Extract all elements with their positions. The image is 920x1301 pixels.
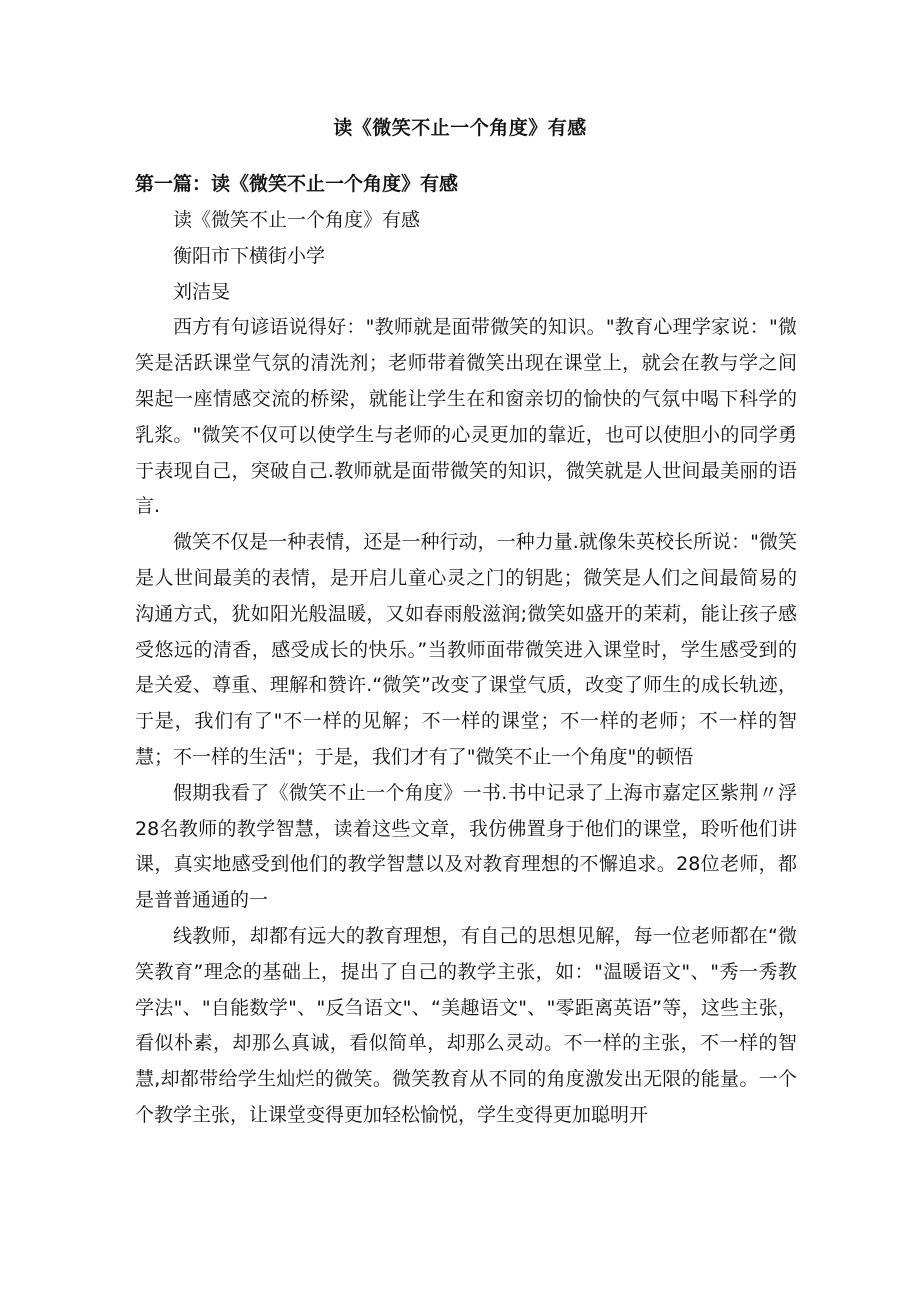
body-paragraph-school: 衡阳市下横街小学: [173, 244, 326, 267]
body-paragraph: 假期我看了《微笑不止一个角度》一书.书中记录了上海市嘉定区紫荆〃浮28名教师的教学智慧，读着这些文章，我仿佛置身于他们的课堂，聆听他们讲课，真实地感受到他们的教学智慧以及对教育理想的不懈追求。28位老师，都是普普通通的一: [135, 781, 797, 912]
section-heading: 第一篇：读《微笑不止一个角度》有感: [135, 173, 459, 195]
body-paragraph-subtitle: 读《微笑不止一个角度》有感: [173, 209, 421, 231]
body-paragraph: 西方有句谚语说得好："教师就是面带微笑的知识。"教育心理学家说："微笑是活跃课堂气氛的清洗剂；老师带着微笑出现在课堂上，就会在教与学之间架起一座情感交流的桥梁，就能让学生在和窗亲切的愉快的气氛中喝下科学的乳浆。"微笑不仅可以使学生与老师的心灵更加的靠近，也可以使胆小的同学勇于表现自己，突破自己.教师就是面带微笑的知识，微笑就是人世间最美丽的语言.: [135, 316, 797, 518]
document-title: 读《微笑不止一个角度》有感: [333, 117, 587, 139]
body-paragraph-author: 刘洁旻: [173, 280, 231, 303]
body-paragraph: 微笑不仅是一种表情，还是一种行动，一种力量.就像朱英校长所说："微笑是人世间最美的表情，是开启儿童心灵之门的钥匙；微笑是人们之间最简易的沟通方式，犹如阳光般温暖，又如春雨般滋润;微笑如盛开的茉莉，能让孩子感受悠远的清香，感受成长的快乐。”当教师面带微笑进入课堂时，学生感受到的是关爱、尊重、理解和赞许.“微笑”改变了课堂气质，改变了师生的成长轨迹，于是，我们有了"不一样的见解；不一样的课堂；不一样的老师；不一样的智慧；不一样的生活"；于是，我们才有了"微笑不止一个角度"的顿悟: [135, 531, 797, 768]
body-paragraph: 线教师，却都有远大的教育理想，有自己的思想见解，每一位老师都在“微笑教育”理念的基础上，提出了自己的教学主张，如："温暖语文"、"秀一秀教学法"、"自能数学"、"反刍语文"、“美趣语文"、"零距离英语”等，这些主张，看似朴素，却那么真诚，看似简单，却那么灵动。不一样的主张，不一样的智慧,却都带给学生灿烂的微笑。微笑教育从不同的角度激发出无限的能量。一个个教学主张，让课堂变得更加轻松愉悦，学生变得更加聪明开: [135, 924, 797, 1126]
document-body: [135, 203, 797, 1134]
